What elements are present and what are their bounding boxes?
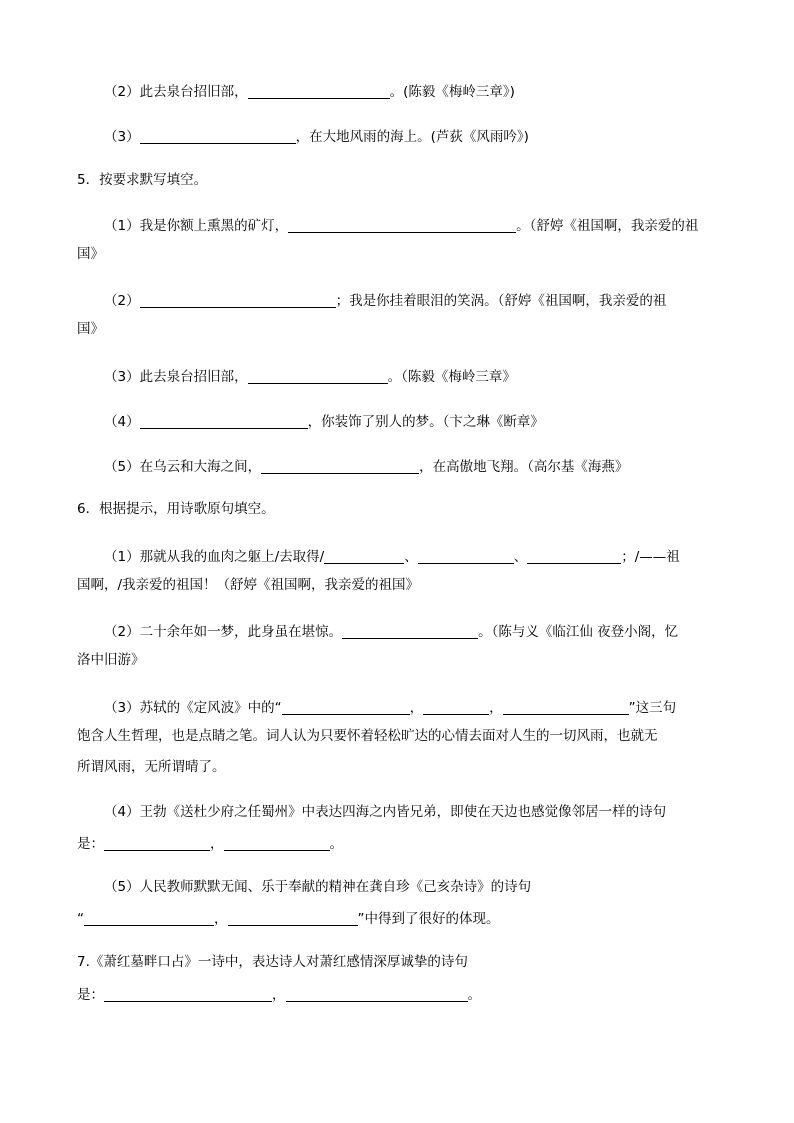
answer-blank[interactable] (503, 700, 629, 715)
item-number: （2） (104, 84, 140, 100)
question-7-title: 7.《萧红墓畔口占》一诗中，表达诗人对萧红感情深厚诚挚的诗句 (77, 954, 468, 970)
item-text: 是： (77, 987, 104, 1003)
item-number: （4） (104, 804, 140, 820)
item-source: ，你装饰了别人的梦。（卞之琳《断章》 (307, 414, 544, 430)
item-text: 是： (77, 836, 104, 852)
separator: ， (214, 911, 228, 927)
q5-item-1-wrap: 国》 (77, 246, 104, 262)
item-text: 人民教师默默无闻、乐于奉献的精神在龚自珍《己亥杂诗》的诗句 (139, 879, 532, 895)
item-text: 二十余年如一梦，此身虽在堪惊。 (139, 624, 343, 640)
item-source: 。(陈毅《梅岭三章》) (389, 84, 515, 100)
answer-blank[interactable] (288, 218, 516, 233)
item-number: （3） (104, 129, 140, 145)
answer-blank[interactable] (248, 84, 390, 99)
q4-item-2 (104, 84, 515, 100)
answer-blank[interactable] (423, 700, 489, 715)
item-number: （2） (104, 624, 140, 640)
answer-blank[interactable] (248, 369, 388, 384)
q6-item-3-wrap-2: 所谓风雨，无所谓晴了。 (77, 759, 226, 775)
separator: ， (409, 700, 424, 716)
item-number: （5） (104, 459, 140, 475)
item-text: 苏轼的《定风波》中的“ (139, 700, 282, 716)
item-tail: ”这三句 (628, 700, 677, 716)
q5-item-2-wrap: 国》 (77, 321, 104, 337)
item-source: 。（陈与义《临江仙 夜登小阁，忆 (478, 624, 679, 640)
q6-item-5-wrap (77, 911, 500, 927)
item-tail: ”中得到了很好的体现。 (357, 911, 500, 927)
q7-wrap (77, 987, 481, 1003)
separator: 、 (513, 549, 528, 565)
q6-item-3-wrap-1: 饱含人生哲理，也是点睛之笔。词人认为只要怀着轻松旷达的心情去面对人生的一切风雨，也就无 (77, 728, 658, 744)
q6-item-3 (104, 700, 676, 716)
separator: ， (210, 836, 224, 852)
item-source: ；我是你挂着眼泪的笑涡。（舒婷《祖国啊，我亲爱的祖 (335, 293, 667, 309)
item-source: 。（陈毅《梅岭三章》 (387, 369, 516, 385)
answer-blank[interactable] (224, 836, 330, 851)
item-number: （4） (104, 414, 140, 430)
item-tail: 。 (467, 987, 481, 1003)
q6-item-4-wrap (77, 836, 343, 852)
answer-blank[interactable] (286, 987, 468, 1002)
answer-blank[interactable] (342, 624, 478, 639)
item-number: （1） (104, 218, 140, 234)
q4-item-3 (104, 129, 529, 145)
question-5-title: 5．按要求默写填空。 (77, 172, 208, 188)
q5-item-1 (104, 218, 698, 234)
item-number: （5） (104, 879, 140, 895)
answer-blank[interactable] (140, 293, 336, 308)
answer-blank[interactable] (228, 911, 358, 926)
q6-item-1 (104, 549, 680, 565)
item-text: 王勃《送杜少府之任蜀州》中表达四海之内皆兄弟，即使在天边也感觉像邻居一样的诗句 (139, 804, 667, 820)
item-text: 此去泉台招旧部， (139, 84, 248, 100)
item-text: “ (77, 911, 84, 927)
q6-item-2-wrap: 洛中旧游》 (77, 652, 145, 668)
item-source: 。（舒婷《祖国啊，我亲爱的祖 (516, 218, 699, 234)
item-number: （3） (104, 700, 140, 716)
answer-blank[interactable] (104, 836, 210, 851)
question-6-title: 6．根据提示，用诗歌原句填空。 (77, 501, 275, 517)
item-source: ，在高傲地飞翔。（高尔基《海燕》 (419, 459, 629, 475)
separator: 、 (404, 549, 418, 565)
answer-blank[interactable] (527, 549, 621, 564)
answer-blank[interactable] (418, 549, 514, 564)
answer-blank[interactable] (324, 549, 404, 564)
item-number: （2） (104, 293, 140, 309)
answer-blank[interactable] (140, 414, 308, 429)
q5-item-2 (104, 293, 666, 309)
q6-item-5 (104, 881, 531, 895)
item-text: 那就从我的血肉之躯上/去取得/ (139, 549, 325, 565)
q5-item-4 (104, 414, 544, 430)
item-number: （3） (104, 369, 140, 385)
item-text: 此去泉台招旧部， (139, 369, 248, 385)
item-text: 我是你额上熏黑的矿灯， (139, 218, 289, 234)
item-number: （1） (104, 549, 140, 565)
item-source: ，在大地风雨的海上。(芦荻《风雨吟》) (295, 129, 529, 145)
separator: ， (272, 987, 286, 1003)
q6-item-4 (104, 806, 666, 820)
answer-blank[interactable] (104, 987, 272, 1002)
item-tail: 。 (329, 836, 343, 852)
q6-item-1-wrap: 国啊，/我亲爱的祖国！（舒婷《祖国啊，我亲爱的祖国》 (77, 577, 420, 593)
q5-item-3 (104, 369, 516, 385)
separator: ， (489, 700, 503, 716)
answer-blank[interactable] (261, 459, 419, 474)
q5-item-5 (104, 459, 628, 475)
q6-item-2 (104, 624, 678, 640)
item-tail: ；/——祖 (621, 549, 680, 565)
answer-blank[interactable] (140, 129, 296, 144)
answer-blank[interactable] (84, 911, 214, 926)
item-text: 在乌云和大海之间， (139, 459, 262, 475)
answer-blank[interactable] (282, 700, 410, 715)
